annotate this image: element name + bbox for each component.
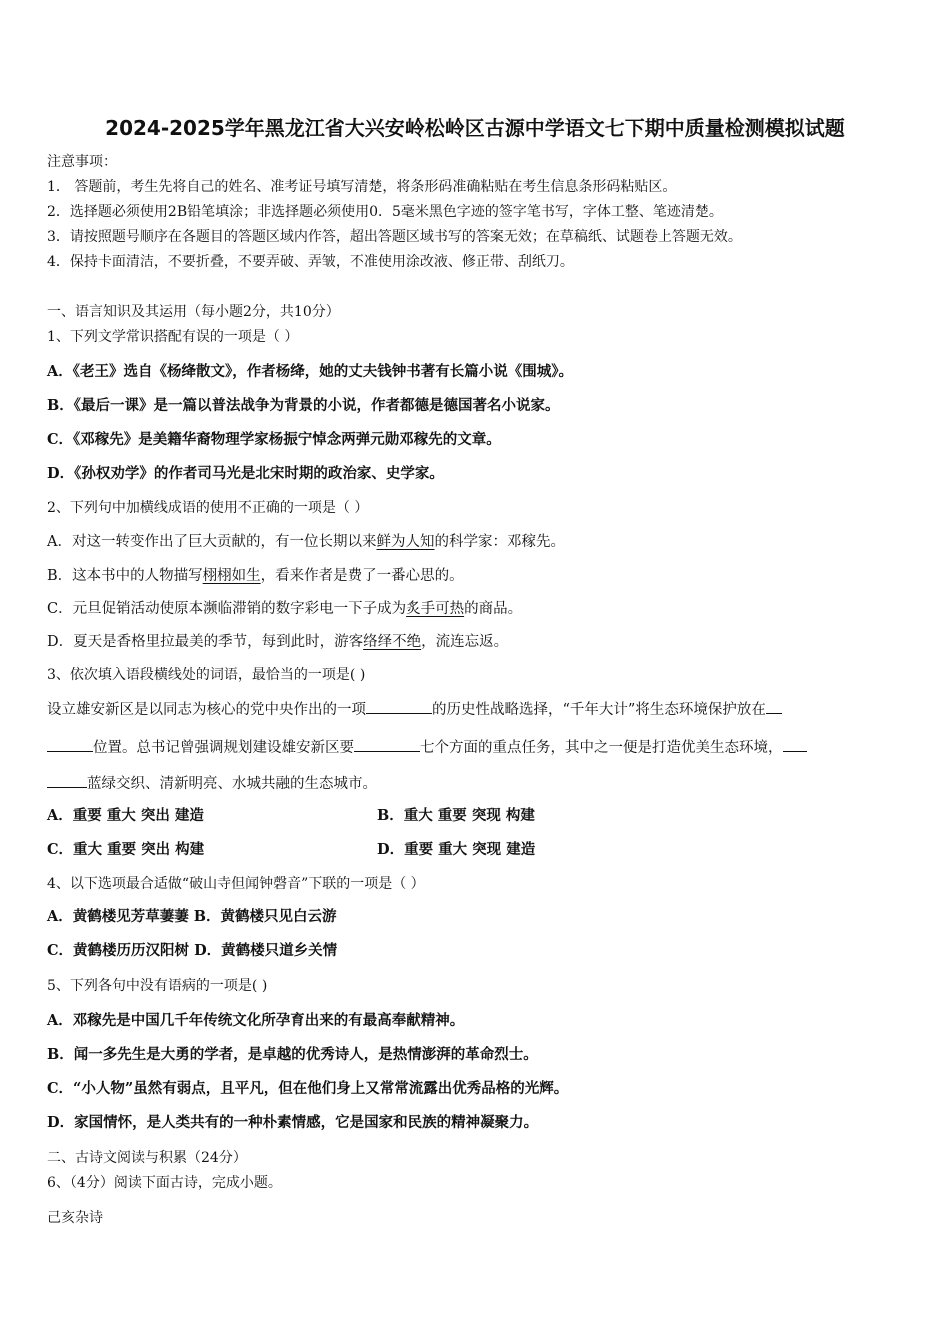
question-3-paragraph-line-3	[47, 773, 377, 794]
fill-blank-4-start[interactable]	[783, 737, 807, 752]
fill-blank-4-end[interactable]	[47, 773, 87, 788]
question-3-option-b: B．重大 重要 突现 构建	[377, 807, 535, 824]
fill-blank-3[interactable]	[354, 737, 420, 752]
poem-title: 己亥杂诗	[47, 1210, 103, 1226]
fill-blank-2-start[interactable]	[766, 699, 782, 714]
question-1-stem: 1、下列文学常识搭配有误的一项是（ ）	[47, 329, 299, 345]
underlined-idiom: 络绎不绝	[363, 634, 422, 650]
notice-item-1: 1． 答题前，考生先将自己的姓名、准考证号填写清楚，将条形码准确粘贴在考生信息条形码粘贴区。	[47, 179, 677, 195]
option-text: A．对这一转变作出了巨大贡献的，有一位长期以来	[47, 534, 377, 550]
underlined-idiom: 炙手可热	[406, 601, 465, 617]
question-3-paragraph-line-1	[47, 699, 782, 720]
option-text: B．这本书中的人物描写	[47, 568, 203, 584]
question-4-options-row-2: C．黄鹤楼历历汉阳树 D．黄鹤楼只道乡关情	[47, 942, 338, 959]
question-5-option-b: B．闻一多先生是大勇的学者，是卓越的优秀诗人，是热情澎湃的革命烈士。	[47, 1046, 538, 1063]
paragraph-text: 的历史性战略选择，“千年大计”将生态环境保护放在	[432, 702, 766, 718]
option-text: C．元旦促销活动使原本濒临滞销的数字彩电一下子成为	[47, 601, 407, 617]
question-5-option-c: C．“小人物”虽然有弱点，且平凡，但在他们身上又常常流露出优秀品格的光辉。	[47, 1080, 569, 1097]
question-3-paragraph-line-2	[47, 737, 807, 758]
underlined-idiom: 鲜为人知	[376, 534, 435, 550]
question-1-option-d: D．《孙权劝学》的作者司马光是北宋时期的政治家、史学家。	[47, 465, 444, 482]
question-2-option-a	[47, 532, 565, 552]
question-2-option-c	[47, 599, 522, 619]
question-3-option-a: A．重要 重大 突出 建造	[47, 807, 204, 824]
question-1-option-a: A．《老王》选自《杨绛散文》，作者杨绛，她的丈夫钱钟书著有长篇小说《围城》。	[47, 363, 573, 380]
question-2-option-d	[47, 632, 508, 652]
question-5-stem: 5、下列各句中没有语病的一项是( )	[47, 978, 268, 994]
option-text: 的商品。	[464, 601, 523, 617]
notice-item-3: 3．请按照题号顺序在各题目的答题区域内作答，超出答题区域书写的答案无效；在草稿纸、试题卷上答题无效。	[47, 229, 742, 245]
section-2-heading: 二、古诗文阅读与积累（24分）	[47, 1150, 247, 1166]
notice-item-4: 4．保持卡面清洁，不要折叠，不要弄破、弄皱，不准使用涂改液、修正带、刮纸刀。	[47, 254, 574, 270]
question-1-option-b: B．《最后一课》是一篇以普法战争为背景的小说，作者都德是德国著名小说家。	[47, 397, 560, 414]
paragraph-text: 七个方面的重点任务，其中之一便是打造优美生态环境，	[420, 740, 783, 756]
question-3-stem: 3、依次填入语段横线处的词语，最恰当的一项是( )	[47, 667, 366, 683]
option-text: D．夏天是香格里拉最美的季节，每到此时，游客	[47, 634, 364, 650]
page-title: 2024-2025学年黑龙江省大兴安岭松岭区古源中学语文七下期中质量检测模拟试题	[105, 116, 845, 140]
question-4-options-row-1: A．黄鹤楼见芳草萋萋 B．黄鹤楼只见白云游	[47, 908, 337, 925]
section-1-heading: 一、语言知识及其运用（每小题2分，共10分）	[47, 304, 340, 320]
question-3-option-d: D．重要 重大 突现 建造	[377, 841, 536, 858]
paragraph-text: 位置。总书记曾强调规划建设雄安新区要	[93, 740, 354, 756]
question-2-stem: 2、下列句中加横线成语的使用不正确的一项是（ ）	[47, 500, 369, 516]
notice-heading: 注意事项：	[47, 154, 117, 170]
question-6-stem: 6、（4分）阅读下面古诗，完成小题。	[47, 1175, 282, 1191]
paragraph-text: 设立雄安新区是以同志为核心的党中央作出的一项	[47, 702, 366, 718]
fill-blank-2-end[interactable]	[47, 737, 93, 752]
question-5-option-d: D．家国情怀，是人类共有的一种朴素情感，它是国家和民族的精神凝聚力。	[47, 1114, 539, 1131]
option-text: ，流连忘返。	[421, 634, 509, 650]
option-text: ，看来作者是费了一番心思的。	[260, 568, 464, 584]
notice-item-2: 2．选择题必须使用2B铅笔填涂；非选择题必须使用0．5毫米黑色字迹的签字笔书写，字体工整、笔迹清楚。	[47, 204, 723, 220]
fill-blank-1[interactable]	[366, 699, 432, 714]
option-text: 的科学家：邓稼先。	[434, 534, 565, 550]
question-4-stem: 4、以下选项最合适做“破山寺但闻钟磬音”下联的一项是（ ）	[47, 876, 425, 892]
question-3-option-c: C．重大 重要 突出 构建	[47, 841, 205, 858]
underlined-idiom: 栩栩如生	[202, 568, 261, 584]
question-2-option-b	[47, 566, 464, 586]
question-1-option-c: C．《邓稼先》是美籍华裔物理学家杨振宁悼念两弹元勋邓稼先的文章。	[47, 431, 501, 448]
question-5-option-a: A．邓稼先是中国几千年传统文化所孕育出来的有最高奉献精神。	[47, 1012, 465, 1029]
paragraph-text: 蓝绿交织、清新明亮、水城共融的生态城市。	[87, 776, 377, 792]
